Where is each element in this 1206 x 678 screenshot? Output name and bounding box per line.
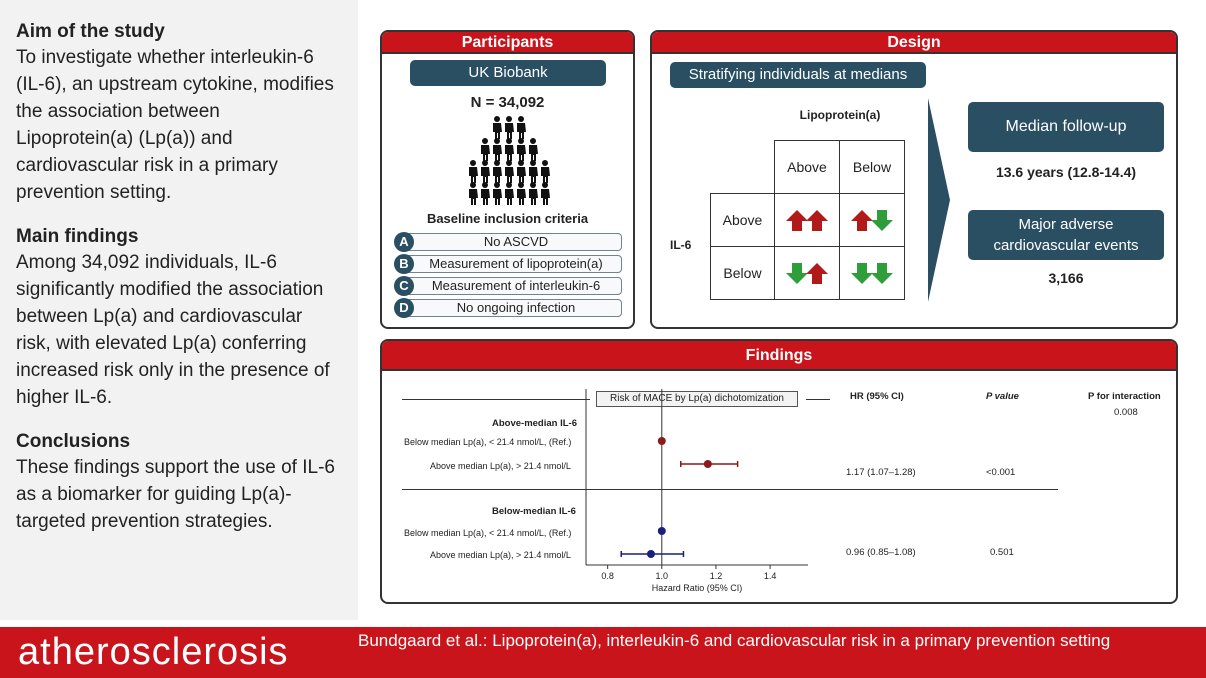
cell-above-below	[839, 193, 905, 247]
conclusions-text: These findings support the use of IL-6 as a biomarker for guiding Lp(a)-targeted prevention strategies.	[16, 457, 335, 532]
criterion-letter: B	[394, 254, 414, 274]
hr-value-group1: 1.17 (1.07–1.28)	[846, 467, 916, 478]
aim-title: Aim of the study	[16, 21, 165, 42]
main-findings-title: Main findings	[16, 226, 139, 247]
chevron-right-icon	[928, 98, 952, 302]
aim-text: To investigate whether interleukin-6 (IL-6), an upstream cytokine, modifies the association between Lipoprotein(a) (Lp(a)) and cardiovascular risk in a primary prevention setting.	[16, 47, 334, 203]
row-label-ref: Below median Lp(a), < 21.4 nmol/L, (Ref.)	[404, 437, 572, 447]
hr-column-header: HR (95% CI)	[850, 391, 904, 402]
p-value-group2: 0.501	[990, 547, 1014, 558]
p-column-header: P value	[986, 391, 1019, 402]
up-up-arrows-icon	[775, 194, 839, 246]
mace-value: 3,166	[1048, 270, 1084, 286]
forest-plot-title: Risk of MACE by Lp(a) dichotomization	[596, 391, 798, 407]
col-header-below: Below	[839, 140, 905, 194]
criterion-text: Measurement of interleukin-6	[402, 277, 622, 295]
journal-footer	[0, 627, 1206, 678]
cell-below-above	[774, 246, 840, 300]
criterion-d	[394, 299, 622, 317]
group-title-below: Below-median IL-6	[492, 506, 576, 517]
hr-value-group2: 0.96 (0.85–1.08)	[846, 547, 916, 558]
hr-point	[658, 527, 666, 535]
design-box	[650, 30, 1178, 329]
x-tick-label: 0.8	[601, 571, 614, 581]
il6-label: IL-6	[670, 238, 692, 252]
summary-panel	[0, 0, 358, 620]
criterion-letter: C	[394, 276, 414, 296]
design-title: Design	[652, 32, 1176, 54]
row-header-above: Above	[710, 193, 775, 247]
hr-point	[647, 550, 655, 558]
row-label-above: Above median Lp(a), > 21.4 nmol/L	[430, 550, 571, 560]
criterion-text: No ongoing infection	[402, 299, 622, 317]
mace-pill: Major adverse cardiovascular events	[968, 210, 1164, 260]
col-header-above: Above	[774, 140, 840, 194]
criterion-letter: D	[394, 298, 414, 318]
up-down-arrows-icon	[840, 194, 904, 246]
followup-value: 13.6 years (12.8-14.4)	[995, 164, 1137, 180]
row-label-above: Above median Lp(a), > 21.4 nmol/L	[430, 461, 571, 471]
p-interaction-value: 0.008	[1114, 407, 1138, 418]
x-tick-label: 1.4	[763, 571, 777, 581]
participant-count: N = 34,092	[470, 94, 545, 111]
p-interaction-header: P for interaction	[1088, 391, 1161, 402]
forest-plot	[572, 389, 822, 597]
criterion-a	[394, 233, 622, 251]
followup-pill: Median follow-up	[968, 102, 1164, 152]
cohort-pill: UK Biobank	[410, 60, 606, 86]
row-label-ref: Below median Lp(a), < 21.4 nmol/L, (Ref.)	[404, 528, 572, 538]
group-title-above: Above-median IL-6	[492, 418, 577, 429]
hr-point	[658, 437, 666, 445]
participants-title: Participants	[382, 32, 633, 54]
findings-box	[380, 339, 1178, 604]
divider	[402, 399, 590, 400]
lpa-label: Lipoprotein(a)	[799, 108, 881, 122]
journal-brand: atherosclerosis	[18, 631, 289, 673]
criterion-letter: A	[394, 232, 414, 252]
participants-box	[380, 30, 635, 329]
citation: Bundgaard et al.: Lipoprotein(a), interleukin-6 and cardiovascular risk in a primary prevention setting	[358, 631, 1111, 650]
cell-below-below	[839, 246, 905, 300]
criteria-title: Baseline inclusion criteria	[426, 211, 589, 226]
criterion-text: No ASCVD	[402, 233, 622, 251]
cell-above-above	[774, 193, 840, 247]
row-header-below: Below	[710, 246, 775, 300]
criterion-b	[394, 255, 622, 273]
x-tick-label: 1.0	[655, 571, 669, 581]
criterion-c	[394, 277, 622, 295]
stratify-pill: Stratifying individuals at medians	[670, 62, 926, 88]
hr-point	[704, 460, 712, 468]
findings-title: Findings	[382, 341, 1176, 371]
p-value-group1: <0.001	[986, 467, 1016, 478]
x-tick-label: 1.2	[709, 571, 723, 581]
conclusions-title: Conclusions	[16, 431, 131, 452]
main-findings-text: Among 34,092 individuals, IL-6 significantly modified the association between Lp(a) and cardiovascular risk, with elevated Lp(a) conferring increased risk only in the presence of higher IL-6.	[16, 252, 330, 408]
down-down-arrows-icon	[840, 247, 904, 299]
x-axis-label: Hazard Ratio (95% CI)	[651, 583, 743, 593]
down-up-arrows-icon	[775, 247, 839, 299]
criterion-text: Measurement of lipoprotein(a)	[402, 255, 622, 273]
people-pyramid-icon	[467, 116, 551, 208]
